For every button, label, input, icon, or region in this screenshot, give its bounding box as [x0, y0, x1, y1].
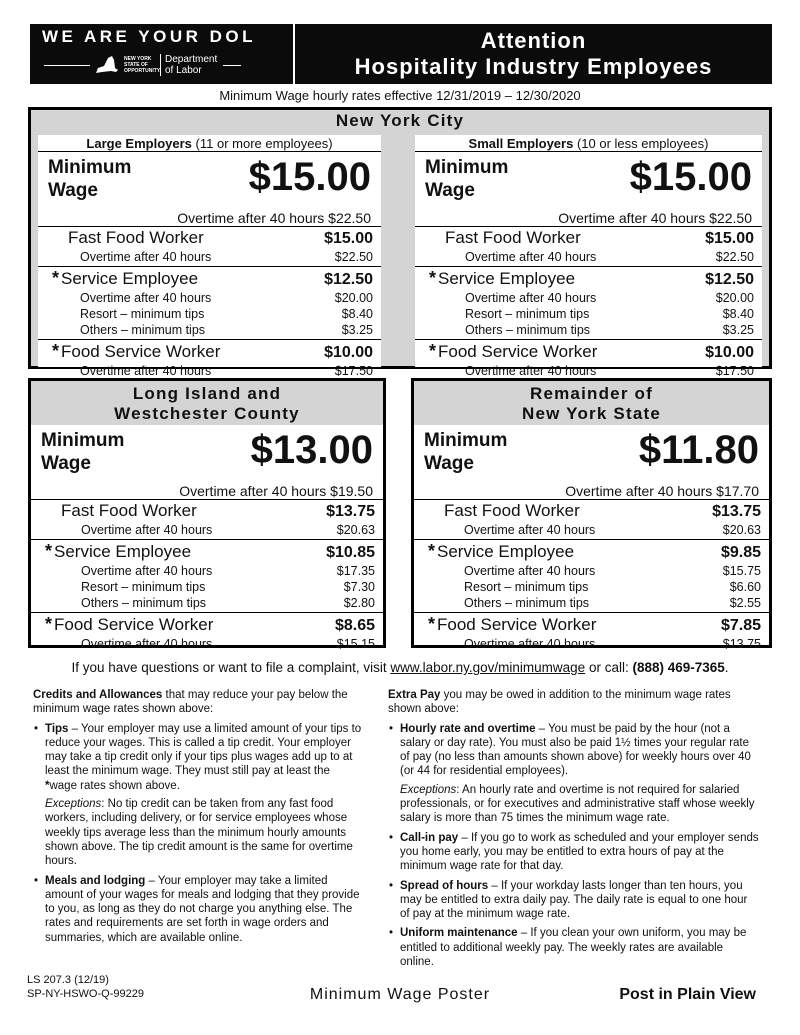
- extra-pay-intro: Extra Pay you may be owed in addition to the minimum wage rates shown above:: [388, 689, 731, 716]
- small-employers-panel: [415, 135, 762, 378]
- dol-logo: [44, 54, 241, 76]
- effective-dates: Minimum Wage hourly rates effective 12/31/2019 – 12/30/2020: [219, 88, 581, 103]
- asterisk-icon: *: [429, 268, 437, 288]
- department-of-labor-text: Department of Labor: [160, 54, 217, 76]
- uniform-maintenance-item: • Uniform maintenance – If you clean your own uniform, you may be entitled to additional weekly pay. The weekly rates are available online.: [388, 926, 760, 969]
- asterisk-icon: *: [45, 614, 53, 634]
- rates-panel: [414, 425, 769, 651]
- asterisk-icon: *: [428, 541, 436, 561]
- title-line-2: Hospitality Industry Employees: [354, 54, 713, 79]
- region-long-island-westchester: [28, 378, 386, 651]
- service-employee-section: * Service Employee $10.85 Overtime after 40 hours $17.35 Resort – minimum tips $7.30 Others – minimum tips $2.80: [31, 540, 383, 613]
- minimum-wage-amount: $11.80: [638, 428, 759, 472]
- call-in-pay-item: • Call-in pay – If you go to work as scheduled and your employer sends you home early, you may be entitled to extra hours of pay at the minimum wage rate for that day.: [388, 831, 760, 874]
- credits-intro: Credits and Allowances that may reduce your pay below the minimum wage rates shown above:: [33, 689, 348, 716]
- spread-of-hours-item: • Spread of hours – If your workday lasts longer than ten hours, you may be entitled to extra daily pay. The daily rate is equal to one hour of pay at the minimum wage rate.: [388, 879, 760, 922]
- region-new-york-city: [28, 107, 772, 378]
- fast-food-worker-section: Fast Food Worker $13.75 Overtime after 40 hours $20.63: [31, 500, 383, 540]
- poster-name: Minimum Wage Poster: [309, 986, 491, 1003]
- minimum-wage-block: [415, 152, 762, 210]
- header-banner: [30, 24, 772, 84]
- asterisk-icon: *: [45, 779, 50, 792]
- complaint-contact-line: If you have questions or want to file a complaint, visit www.labor.ny.gov/minimumwage or call: (888) 469-7365.: [71, 660, 729, 675]
- ny-state-shape-icon: [94, 54, 120, 76]
- minimum-wage-label: Minimum Wage: [425, 157, 509, 201]
- tips-item: • Tips – Your employer may use a limited amount of your tips to reduce your wages. This is called a tip credit. Your employer may take a tip credit only if your tips plus wages add up to at least the minimum wage. They must still pay at least the *wage rates shown above. Exceptions: No tip credit can be taken from any fast food workers, including delivery, or for service employees whose weekly tips average less than the minimum hourly amounts shown above. The tip credit amount is the same for overtime hours.: [33, 722, 365, 869]
- fast-food-worker-section: Fast Food Worker $15.00 Overtime after 40 hours $22.50: [38, 227, 381, 267]
- service-employee-section: * Service Employee $12.50 Overtime after 40 hours $20.00 Resort – minimum tips $8.40 Others – minimum tips $3.25: [38, 267, 381, 340]
- title-line-1: Attention: [480, 28, 587, 53]
- minimum-wage-amount: $15.00: [629, 155, 752, 199]
- extra-pay-column: [388, 688, 760, 974]
- post-instruction: Post in Plain View: [619, 986, 756, 1003]
- asterisk-icon: *: [429, 341, 437, 361]
- ny-state-text: NEW YORK STATE OF OPPORTUNITY.: [124, 56, 161, 74]
- asterisk-icon: *: [52, 341, 60, 361]
- hourly-exceptions: Exceptions: An hourly rate and overtime is not required for salaried professionals, or for executives and administrative staff whose weekly salary is more than 75 times the minimum wage rate.: [400, 783, 755, 825]
- minimum-wage-overtime: Overtime after 40 hours $17.70: [414, 483, 769, 500]
- phone-number: (888) 469-7365: [632, 660, 725, 675]
- food-service-worker-section: * Food Service Worker $10.00 Overtime after 40 hours $17.50: [429, 341, 754, 378]
- dol-brand: [30, 24, 295, 84]
- food-service-worker-section: * Food Service Worker $8.65 Overtime after 40 hours $15.15: [45, 614, 375, 651]
- credits-and-allowances-column: [33, 688, 365, 950]
- employer-size-heading: Small Employers (10 or less employees): [415, 135, 762, 152]
- minimum-wage-overtime: Overtime after 40 hours $19.50: [31, 483, 383, 500]
- rates-panel: [31, 425, 383, 651]
- minimum-wage-block: [31, 425, 383, 483]
- service-employee-section: * Service Employee $9.85 Overtime after 40 hours $15.75 Resort – minimum tips $6.60 Others – minimum tips $2.55: [414, 540, 769, 613]
- employer-size-heading: Large Employers (11 or more employees): [38, 135, 381, 152]
- brand-tagline: WE ARE YOUR DOL: [42, 27, 257, 46]
- asterisk-icon: *: [428, 614, 436, 634]
- region-title: Remainder of New York State: [522, 384, 661, 423]
- region-remainder-of-state: [411, 378, 772, 651]
- minimum-wage-overtime: Overtime after 40 hours $22.50: [415, 210, 762, 227]
- minimum-wage-label: Minimum Wage: [48, 157, 132, 201]
- fast-food-worker-section: Fast Food Worker $15.00 Overtime after 40 hours $22.50: [415, 227, 762, 267]
- asterisk-icon: *: [45, 541, 53, 561]
- fast-food-worker-section: Fast Food Worker $13.75 Overtime after 40 hours $20.63: [414, 500, 769, 540]
- food-service-worker-section: * Food Service Worker $10.00 Overtime after 40 hours $17.50: [52, 341, 373, 378]
- tips-exceptions: Exceptions: No tip credit can be taken from any fast food workers, including delivery, or for service employees whose weekly tips average less than the minimum hourly amounts shown above. The tip credit amount is the same for overtime hours.: [45, 798, 353, 868]
- minimum-wage-block: [38, 152, 381, 210]
- large-employers-panel: [38, 135, 381, 378]
- minimum-wage-label: Minimum Wage: [424, 430, 508, 474]
- asterisk-icon: *: [52, 268, 60, 288]
- food-service-worker-section: * Food Service Worker $7.85 Overtime after 40 hours $13.75: [428, 614, 761, 651]
- region-title: Long Island and Westchester County: [114, 384, 300, 423]
- service-employee-section: * Service Employee $12.50 Overtime after 40 hours $20.00 Resort – minimum tips $8.40 Others – minimum tips $3.25: [415, 267, 762, 340]
- minimum-wage-amount: $13.00: [250, 428, 373, 472]
- minimum-wage-amount: $15.00: [248, 155, 371, 199]
- minimum-wage-block: [414, 425, 769, 483]
- poster-title: [295, 24, 772, 84]
- minimum-wage-overtime: Overtime after 40 hours $22.50: [38, 210, 381, 227]
- minimum-wage-label: Minimum Wage: [41, 430, 125, 474]
- region-title: New York City: [335, 111, 465, 130]
- form-code: LS 207.3 (12/19) SP-NY-HSWO-Q-99229: [27, 974, 144, 1000]
- hourly-rate-overtime-item: • Hourly rate and overtime – You must be paid by the hour (not a salary or day rate). You must also be paid 1½ times your regular rate of pay (no less than amounts shown above) for weekly hours over 40 (or 44 for residential employees). Exceptions: An hourly rate and overtime is not required for salaried professionals, or for executives and administrative staff whose weekly salary is more than 75 times the minimum wage rate.: [388, 722, 760, 826]
- minimum-wage-link[interactable]: www.labor.ny.gov/minimumwage: [390, 660, 586, 675]
- meals-lodging-item: • Meals and lodging – Your employer may take a limited amount of your wages for meals and lodging that they provide to you, as long as they do not charge you anything else. The rates and requirements are set forth in wage orders and summaries, which are available online.: [33, 874, 365, 945]
